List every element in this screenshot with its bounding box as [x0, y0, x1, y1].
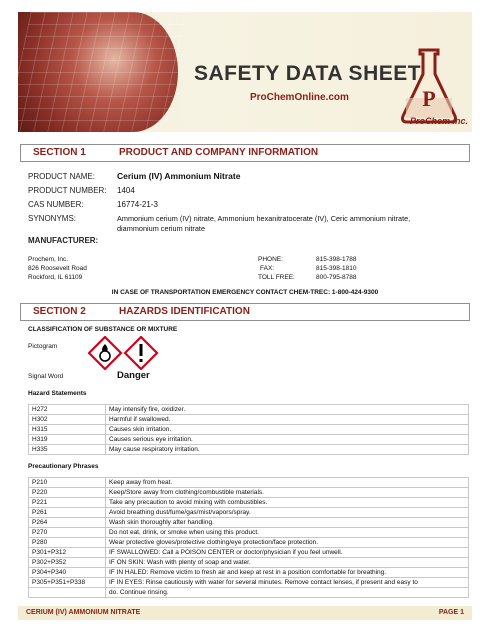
page-footer [18, 606, 472, 620]
statement-code: P261 [29, 508, 106, 518]
statement-text: Avoid breathing dust/fume/gas/mist/vapors/spray. [106, 508, 469, 518]
company-name: Prochem, Inc. [28, 256, 69, 263]
statement-text: Harmful if swallowed. [106, 415, 469, 425]
banner-title: SAFETY DATA SHEET [194, 62, 422, 85]
statement-text: May cause respiratory irritation. [106, 445, 469, 455]
phone-number[interactable]: 815-398-1788 [316, 256, 357, 263]
statement-text: IF IN HALED: Remove victim to fresh air and keep at rest in a position comfortable for breathing. [106, 568, 469, 578]
statement-code: P301+P312 [29, 548, 106, 558]
statement-text: Wear protective gloves/protective clothing/eye protection/face protection. [106, 538, 469, 548]
table-row [29, 518, 469, 528]
pictogram-label: Pictogram [28, 343, 58, 350]
toll-free-label: TOLL FREE: [258, 274, 295, 281]
section-number: SECTION 2 [33, 306, 86, 317]
banner-url[interactable]: ProChemOnline.com [250, 92, 349, 103]
periodic-sphere-image [18, 12, 178, 132]
classification-heading: CLASSIFICATION OF SUBSTANCE OR MIXTURE [28, 326, 178, 333]
flask-logo-icon [398, 46, 460, 124]
table-row [29, 578, 469, 588]
statement-text: IF SWALLOWED: Call a POISON CENTER or doctor/physician if you feel unwell. [106, 548, 469, 558]
table-row [29, 588, 469, 598]
section-title: PRODUCT AND COMPANY INFORMATION [119, 147, 319, 158]
fax-label: FAX: [260, 265, 275, 272]
statement-code: H315 [29, 425, 106, 435]
synonyms-label: SYNONYMS: [28, 214, 77, 223]
signal-word: Danger [117, 370, 150, 381]
statement-text: Causes skin irritation. [106, 425, 469, 435]
brand-name: ProChem inc. [409, 116, 468, 126]
hazard-statements-heading: Hazard Statements [28, 390, 87, 397]
statement-code: H272 [29, 405, 106, 415]
statement-code: H319 [29, 435, 106, 445]
table-row [29, 548, 469, 558]
section-2-header [20, 303, 470, 321]
statement-text: Causes serious eye irritation. [106, 435, 469, 445]
statement-code: P280 [29, 538, 106, 548]
statement-code: P304+P340 [29, 568, 106, 578]
company-street: 826 Roosevelt Road [28, 265, 87, 272]
statement-text: Wash skin thoroughly after handling. [106, 518, 469, 528]
table-row [29, 445, 469, 455]
statement-code: P264 [29, 518, 106, 528]
statement-code [29, 588, 106, 598]
statement-text: Keep away from heat. [106, 478, 469, 488]
company-city: Rockford, IL 61109 [28, 274, 83, 281]
section-title: HAZARDS IDENTIFICATION [119, 306, 250, 317]
statement-code: P270 [29, 528, 106, 538]
header-banner [18, 12, 472, 132]
table-row [29, 538, 469, 548]
precautionary-heading: Precautionary Phrases [28, 463, 99, 470]
section-number: SECTION 1 [33, 147, 86, 158]
statement-text: May intensify fire, oxidizer. [106, 405, 469, 415]
statement-code: P221 [29, 498, 106, 508]
fax-number: 815-398-1810 [316, 265, 357, 272]
hazard-table [28, 404, 469, 455]
statement-code: P220 [29, 488, 106, 498]
synonyms-line-1: Ammonium cerium (IV) nitrate, Ammonium hexanitratocerate (IV), Ceric ammonium nitrate, [117, 214, 411, 223]
table-row [29, 478, 469, 488]
table-row [29, 498, 469, 508]
page-number: PAGE 1 [438, 609, 464, 616]
statement-code: P302+P352 [29, 558, 106, 568]
table-row [29, 558, 469, 568]
table-row [29, 425, 469, 435]
statement-text: Do not eat, drink, or smoke when using this product. [106, 528, 469, 538]
manufacturer-label: MANUFACTURER: [28, 236, 99, 245]
table-row [29, 488, 469, 498]
table-row [29, 415, 469, 425]
phone-label: PHONE: [258, 256, 283, 263]
cas-number: 16774-21-3 [117, 200, 158, 209]
product-number: 1404 [117, 186, 135, 195]
cas-label: CAS NUMBER: [28, 200, 84, 209]
statement-code: P305+P351+P338 [29, 578, 106, 588]
table-row [29, 435, 469, 445]
product-name: Cerium (IV) Ammonium Nitrate [117, 171, 241, 181]
exclamation-mark-icon [125, 337, 157, 369]
statement-code: P210 [29, 478, 106, 488]
statement-text: IF IN EYES: Rinse cautiously with water for several minutes. Remove contact lenses, if present and easy to [106, 578, 469, 588]
table-row [29, 528, 469, 538]
ghs-pictograms [88, 336, 160, 370]
table-row [29, 508, 469, 518]
precaution-table [28, 477, 469, 598]
emergency-contact: IN CASE OF TRANSPORTATION EMERGENCY CONTACT CHEM-TREC: 1-800-424-9300 [111, 289, 379, 296]
product-number-label: PRODUCT NUMBER: [28, 186, 107, 195]
statement-text: do. Continue rinsing. [106, 588, 469, 598]
table-row [29, 568, 469, 578]
statement-text: Keep/Store away from clothing/combustible materials. [106, 488, 469, 498]
statement-text: IF ON SKIN: Wash with plenty of soap and water. [106, 558, 469, 568]
statement-code: H302 [29, 415, 106, 425]
synonyms-line-2: diammonium cerium nitrate [117, 224, 205, 233]
table-row [29, 405, 469, 415]
svg-text:P: P [422, 86, 436, 111]
product-name-label: PRODUCT NAME: [28, 172, 95, 181]
statement-text: Take any precaution to avoid mixing with combustibles. [106, 498, 469, 508]
toll-free-number[interactable]: 800-795-8788 [316, 274, 357, 281]
footer-product: CERIUM (IV) AMMONIUM NITRATE [26, 609, 141, 616]
section-1-header [20, 144, 470, 162]
signal-word-label: Signal Word [28, 373, 64, 380]
flame-over-circle-icon [89, 337, 121, 369]
statement-code: H335 [29, 445, 106, 455]
